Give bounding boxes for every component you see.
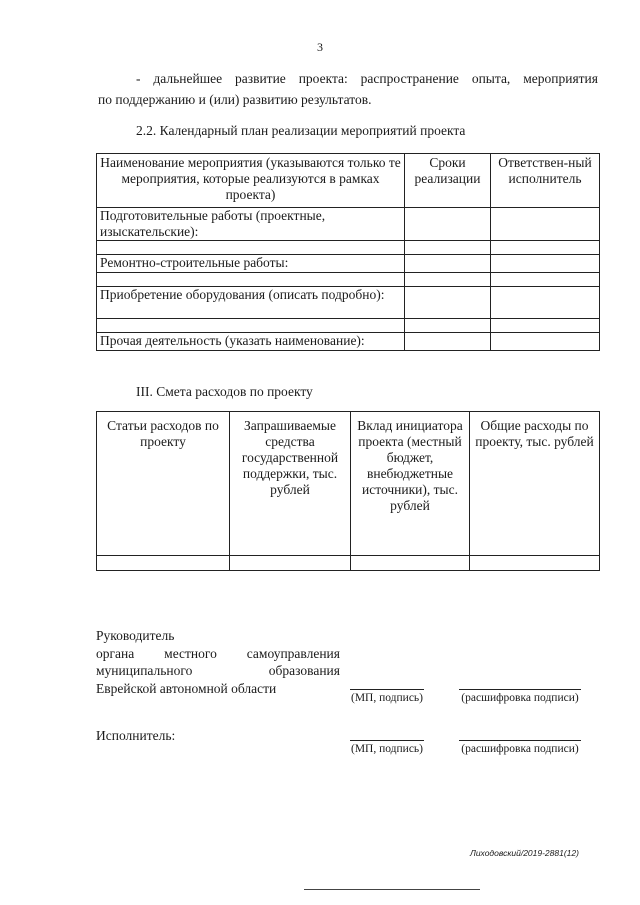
table-cell bbox=[97, 319, 405, 333]
bottom-divider bbox=[304, 889, 480, 890]
table-cell bbox=[491, 273, 600, 287]
table-cell bbox=[405, 319, 491, 333]
budget-table bbox=[96, 411, 600, 571]
header-deadlines: Сроки реализации bbox=[405, 154, 491, 208]
table-row bbox=[97, 273, 600, 287]
table-cell bbox=[405, 273, 491, 287]
signer-title-line: Руководитель bbox=[96, 628, 175, 643]
table-header-row bbox=[97, 154, 600, 208]
seal-signature-caption: (МП, подпись) bbox=[350, 743, 424, 755]
table-cell bbox=[491, 319, 600, 333]
table-cell bbox=[230, 556, 351, 571]
section-2-2-title: 2.2. Календарный план реализации мероприятий проекта bbox=[136, 123, 466, 138]
paragraph-line-2: по поддержанию и (или) развитию результатов. bbox=[98, 92, 372, 107]
signature-line bbox=[350, 740, 424, 741]
table-cell bbox=[405, 287, 491, 319]
header-requested-funds: Запрашиваемые средства государственной поддержки, тыс. рублей bbox=[230, 412, 351, 556]
calendar-plan-table bbox=[96, 153, 600, 351]
table-cell bbox=[491, 287, 600, 319]
signature-line bbox=[350, 689, 424, 690]
signature-line bbox=[459, 740, 581, 741]
row-preparatory-works: Подготовительные работы (проектные, изыскательские): bbox=[97, 208, 405, 241]
page-number: 3 bbox=[317, 40, 323, 54]
table-cell bbox=[405, 333, 491, 351]
table-row bbox=[97, 287, 600, 319]
table-cell bbox=[351, 556, 470, 571]
header-responsible: Ответствен-ный исполнитель bbox=[491, 154, 600, 208]
table-cell bbox=[491, 208, 600, 241]
intro-paragraph bbox=[98, 68, 598, 110]
decode-signature-caption: (расшифровка подписи) bbox=[461, 743, 579, 755]
table-row bbox=[97, 319, 600, 333]
table-row bbox=[97, 556, 600, 571]
table-cell bbox=[405, 255, 491, 273]
row-construction-works: Ремонтно-строительные работы: bbox=[97, 255, 405, 273]
header-initiator-contribution: Вклад инициатора проекта (местный бюджет, внебюджетные источники), тыс. рублей bbox=[351, 412, 470, 556]
head-signature-block bbox=[96, 627, 340, 697]
row-other-activities: Прочая деятельность (указать наименование): bbox=[97, 333, 405, 351]
signer-title-line: муниципального образования bbox=[96, 663, 340, 678]
row-equipment-purchase: Приобретение оборудования (описать подробно): bbox=[97, 287, 405, 319]
table-row bbox=[97, 333, 600, 351]
paragraph-line-1: - дальнейшее развитие проекта: распространение опыта, мероприятия bbox=[136, 71, 598, 86]
table-cell bbox=[491, 255, 600, 273]
table-row bbox=[97, 241, 600, 255]
signature-line bbox=[459, 689, 581, 690]
table-cell bbox=[405, 241, 491, 255]
decode-signature-caption: (расшифровка подписи) bbox=[461, 692, 579, 704]
signer-title-line: Еврейской автономной области bbox=[96, 680, 277, 696]
header-total-expenses: Общие расходы по проекту, тыс. рублей bbox=[470, 412, 600, 556]
table-row bbox=[97, 255, 600, 273]
table-header-row bbox=[97, 412, 600, 556]
table-cell bbox=[470, 556, 600, 571]
table-row bbox=[97, 208, 600, 241]
table-cell bbox=[405, 208, 491, 241]
footer-document-code: Лиходовский/2019-2881(12) bbox=[470, 848, 579, 858]
table-cell bbox=[97, 241, 405, 255]
seal-signature-caption: (МП, подпись) bbox=[350, 692, 424, 704]
performer-label: Исполнитель: bbox=[96, 728, 176, 743]
table-cell bbox=[491, 241, 600, 255]
table-cell bbox=[97, 556, 230, 571]
section-3-title: III. Смета расходов по проекту bbox=[136, 384, 313, 399]
table-cell bbox=[97, 273, 405, 287]
table-cell bbox=[491, 333, 600, 351]
header-activity-name: Наименование мероприятия (указываются только те мероприятия, которые реализуются в рамках проекта) bbox=[97, 154, 405, 208]
header-expense-items: Статьи расходов по проекту bbox=[97, 412, 230, 556]
signer-title-line: органа местного самоуправления bbox=[96, 645, 340, 661]
